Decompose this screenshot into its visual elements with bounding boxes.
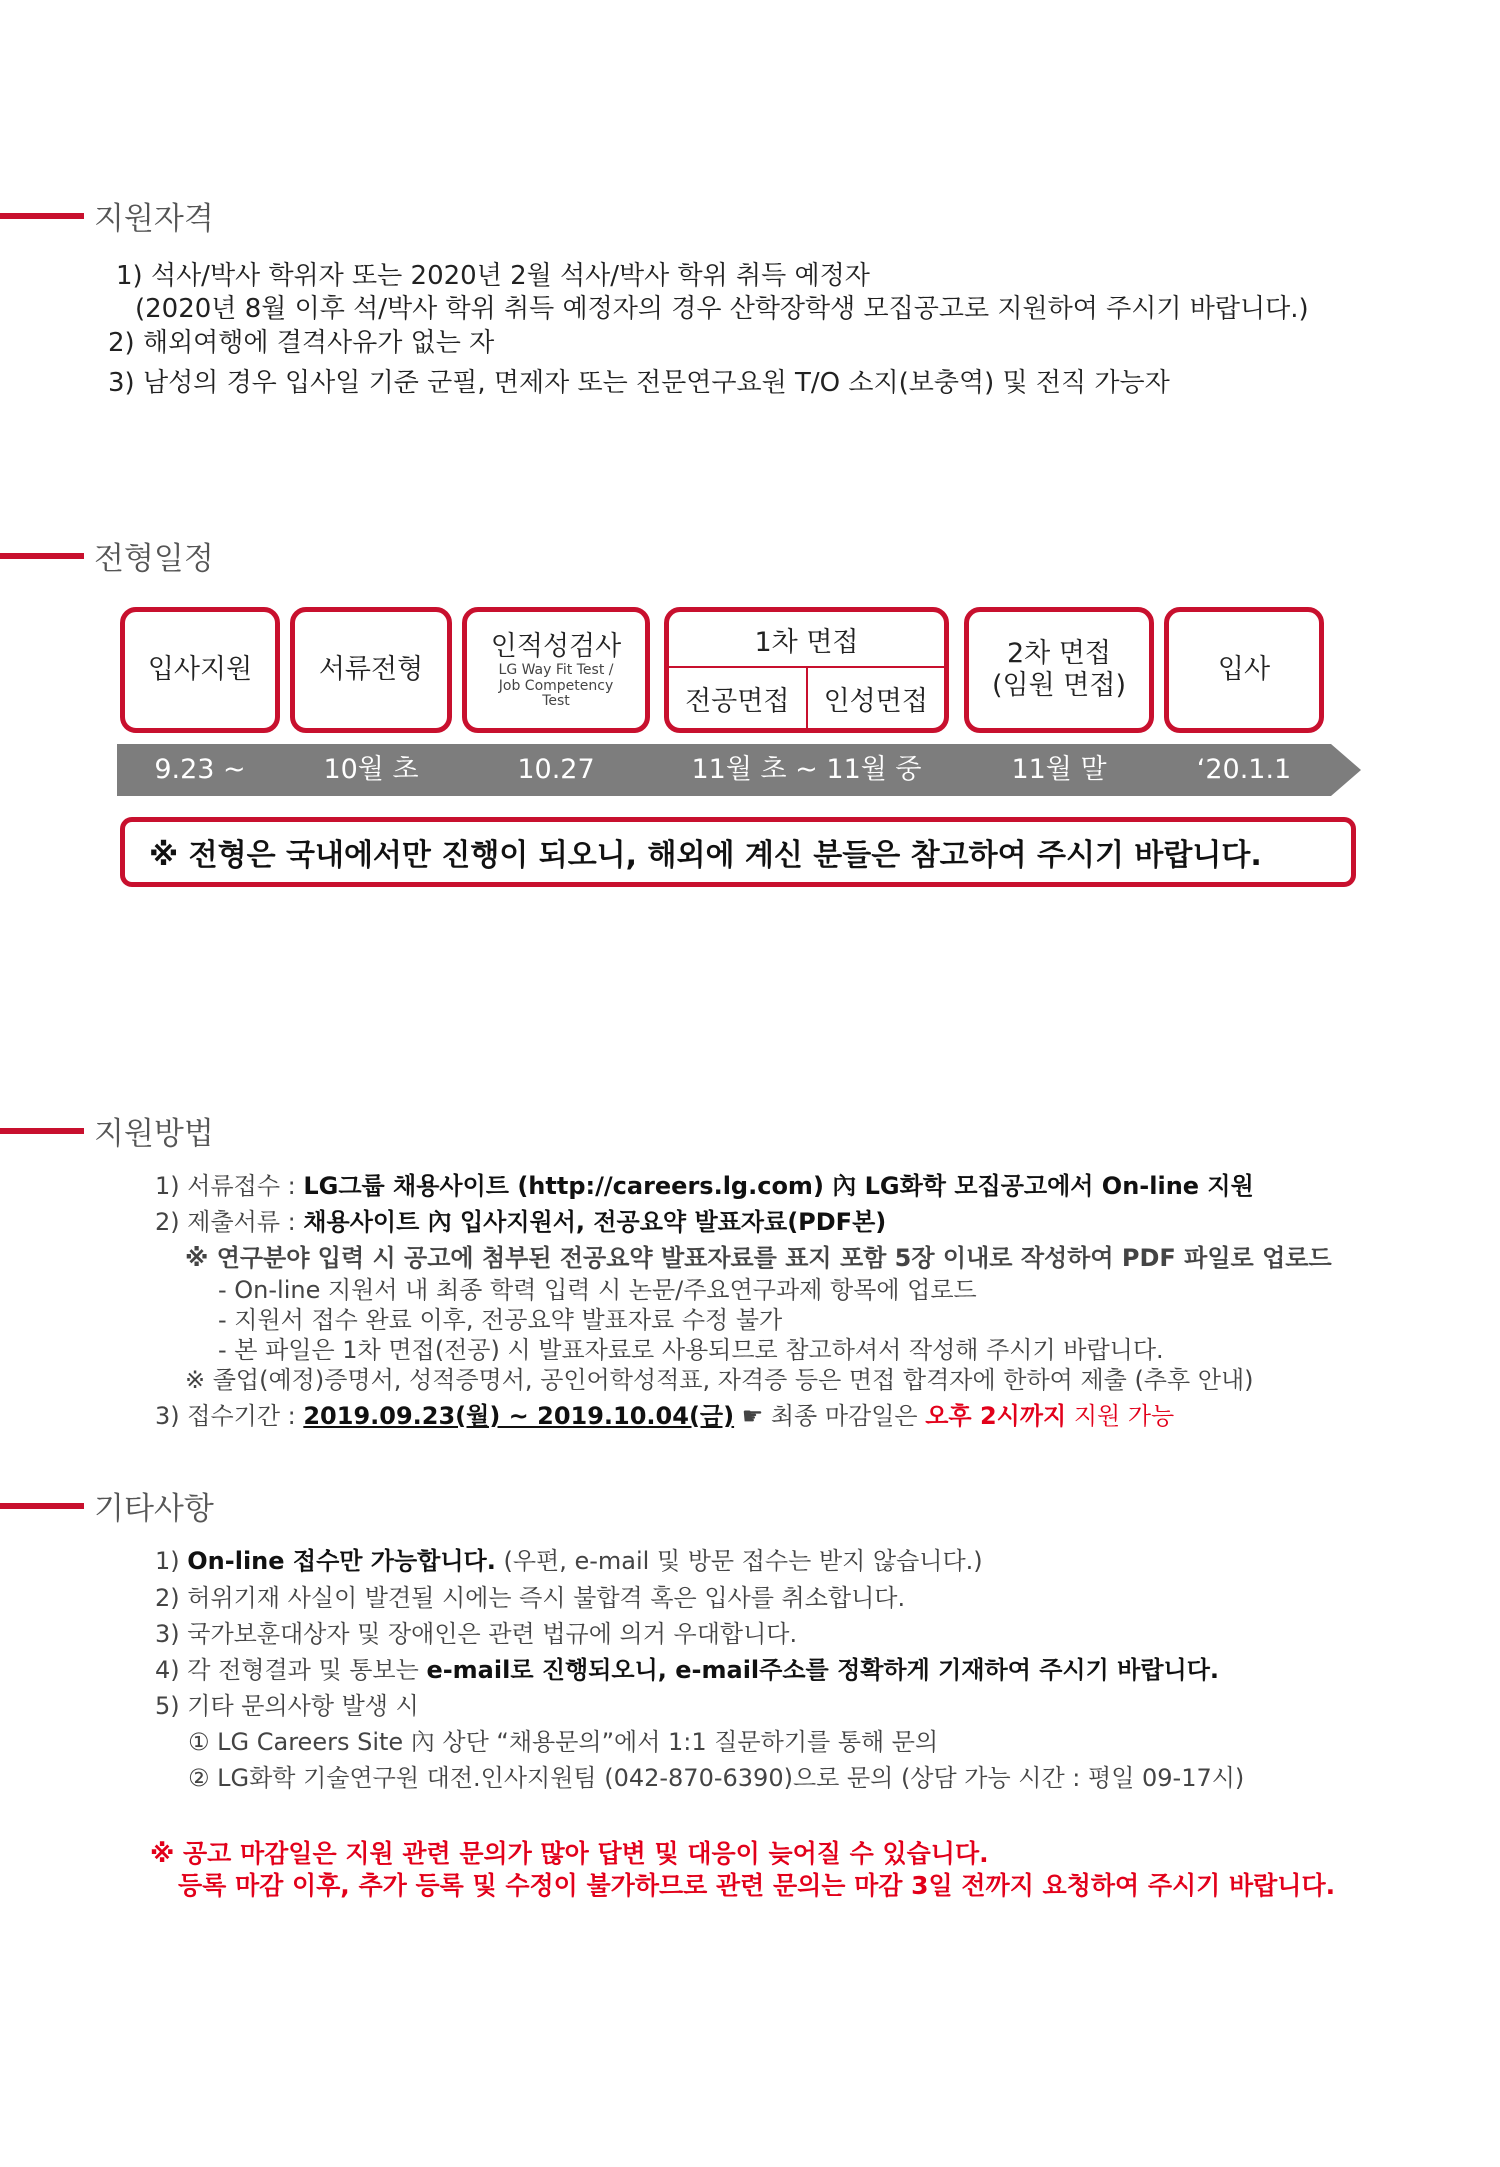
timeline-date: ‘20.1.1 (1196, 754, 1292, 785)
etc-item: ② LG화학 기술연구원 대전.인사지원팀 (042-870-6390)으로 문의 (상담 가능 시간 : 평일 09-17시) (188, 1764, 1245, 1792)
qualification-item: 3) 남성의 경우 입사일 기준 군필, 면제자 또는 전문연구요원 T/O 소지(보충역) 및 전직 가능자 (108, 368, 1170, 398)
step-apply-box (120, 607, 280, 733)
method-item: ※ 졸업(예정)증명서, 성적증명서, 공인어학성적표, 자격증 등은 면접 합격자에 한하여 제출 (추후 안내) (185, 1366, 1254, 1394)
method-item: - On-line 지원서 내 최종 학력 입력 시 논문/주요연구과제 항목에 업로드 (218, 1276, 977, 1304)
section-header-qualification (0, 193, 214, 238)
section-header-method (0, 1108, 214, 1153)
timeline-date: 11월 말 (1011, 754, 1107, 785)
method-item: - 본 파일은 1차 면접(전공) 시 발표자료로 사용되므로 참고하셔서 작성해 주시기 바랍니다. (218, 1336, 1164, 1364)
etc-item: 5) 기타 문의사항 발생 시 (155, 1692, 419, 1720)
section-bar (0, 1503, 84, 1509)
step-join-box (1164, 607, 1324, 733)
etc-item: 3) 국가보훈대상자 및 장애인은 관련 법규에 의거 우대합니다. (155, 1620, 798, 1648)
timeline-date: 10월 초 (323, 754, 419, 785)
step-aptitude-box (462, 607, 650, 733)
step-label: 서류전형 (318, 653, 424, 685)
step-sublabel-personality: 인성면접 (806, 668, 945, 728)
warning-line: ※ 공고 마감일은 지원 관련 문의가 많아 답변 및 대응이 늦어질 수 있습니다. (150, 1839, 989, 1868)
step-sublabel: LG Way Fit Test / (498, 662, 614, 679)
etc-item: 2) 허위기재 사실이 발견될 시에는 즉시 불합격 혹은 입사를 취소합니다. (155, 1584, 906, 1612)
method-item: - 지원서 접수 완료 이후, 전공요약 발표자료 수정 불가 (218, 1306, 783, 1334)
etc-item: ① LG Careers Site 內 상단 “채용문의”에서 1:1 질문하기를 통해 문의 (188, 1728, 939, 1756)
section-title: 지원방법 (94, 1116, 214, 1152)
step-label: 입사 (1217, 653, 1271, 685)
qualification-item: (2020년 8월 이후 석/박사 학위 취득 예정자의 경우 산학장학생 모집공고로 지원하여 주시기 바랍니다.) (135, 294, 1309, 324)
section-title: 지원자격 (94, 201, 214, 237)
step-label: 입사지원 (147, 653, 253, 685)
step-interview1-box (664, 607, 949, 733)
section-bar (0, 1128, 84, 1134)
step-label: 인적성검사 (490, 630, 622, 662)
etc-item: 4) 각 전형결과 및 통보는 e-mail로 진행되오니, e-mail주소를 정확하게 기재하여 주시기 바랍니다. (155, 1656, 1220, 1684)
step-sublabel-major: 전공면접 (685, 685, 790, 717)
timeline-date: 10.27 (517, 754, 595, 785)
step-sublabel: Job Competency (498, 677, 614, 694)
section-bar (0, 213, 84, 219)
timeline-date: 9.23 ~ 10.4 (154, 754, 246, 837)
warning-line: 등록 마감 이후, 추가 등록 및 수정이 불가하므로 관련 문의는 마감 3일 전까지 요청하여 주시기 바랍니다. (178, 1871, 1336, 1900)
step-label: 1차 면접 (669, 612, 944, 668)
section-header-etc (0, 1483, 214, 1528)
timeline-date: 11월 초 ~ 11월 중 (691, 754, 922, 785)
method-item: ※ 연구분야 입력 시 공고에 첨부된 전공요약 발표자료를 표지 포함 5장 이내로 작성하여 PDF 파일로 업로드 (185, 1244, 1332, 1272)
etc-item: 1) On-line 접수만 가능합니다. (우편, e-mail 및 방문 접수는 받지 않습니다.) (155, 1547, 983, 1575)
method-item: 3) 접수기간 : 2019.09.23(월) ~ 2019.10.04(금) ☛ 최종 마감일은 오후 2시까지 지원 가능 (155, 1402, 1175, 1430)
step-interview2-box (964, 607, 1154, 733)
qualification-item: 2) 해외여행에 결격사유가 없는 자 (108, 328, 495, 358)
qualification-item: 1) 석사/박사 학위자 또는 2020년 2월 석사/박사 학위 취득 예정자 (116, 261, 870, 291)
section-header-schedule (0, 533, 214, 578)
step-label: 2차 면접 (1006, 637, 1111, 669)
step-sublabel: Test (542, 692, 570, 709)
method-item: 1) 서류접수 : LG그룹 채용사이트 (http://careers.lg.com) 內 LG화학 모집공고에서 On-line 지원 (155, 1172, 1254, 1200)
section-title: 기타사항 (94, 1491, 214, 1527)
section-bar (0, 553, 84, 559)
schedule-notice: ※ 전형은 국내에서만 진행이 되오니, 해외에 계신 분들은 참고하여 주시기 바랍니다. (120, 817, 1356, 887)
section-title: 전형일정 (94, 541, 214, 577)
method-item: 2) 제출서류 : 채용사이트 內 입사지원서, 전공요약 발표자료(PDF본) (155, 1208, 887, 1236)
step-sublabel: (임원 면접) (992, 670, 1126, 701)
step-document-box (290, 607, 452, 733)
